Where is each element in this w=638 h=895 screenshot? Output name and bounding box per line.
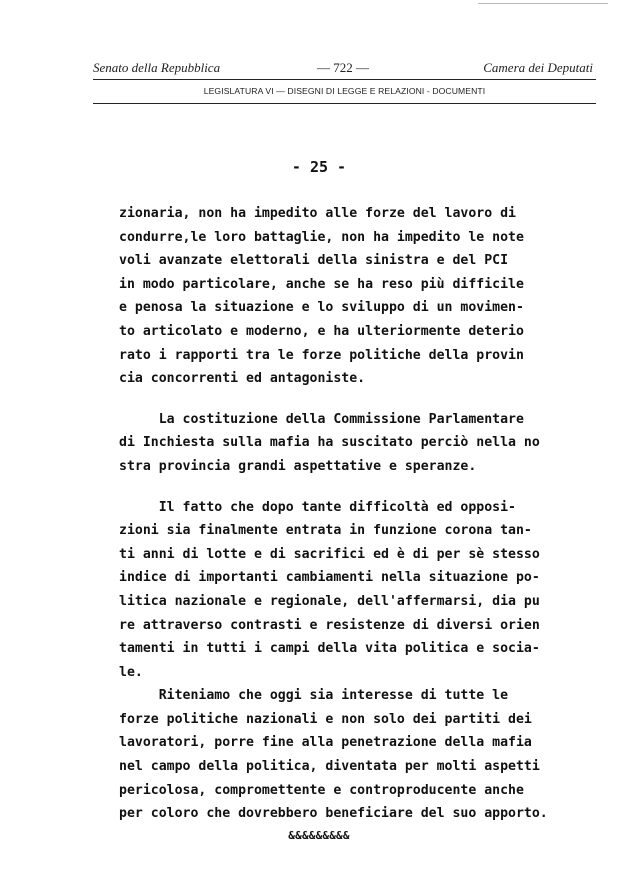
typed-page-number: - 25 - [291, 158, 347, 176]
text-line: La costituzione della Commissione Parlamentare [119, 411, 524, 427]
header-page-number: — 722 — [317, 60, 369, 75]
text-line: e penosa la situazione e lo sviluppo di un movimen- [119, 300, 524, 316]
text-line: pericolosa, compromettente e controproducente anche [119, 782, 524, 798]
end-mark: &&&&&&&&& [288, 829, 350, 842]
text-line: Riteniamo che oggi sia interesse di tutte le [119, 688, 509, 704]
text-line: nel campo della politica, diventata per molti aspetti [119, 759, 540, 775]
text-line: forze politiche nazionali e non solo dei partiti dei [119, 711, 532, 727]
text-line: ti anni di lotte e di sacrifici ed è di per sè stesso [119, 546, 540, 562]
paragraph [119, 408, 589, 479]
header-rule-top [93, 79, 596, 80]
header-chamber: Camera dei Deputati [483, 60, 593, 75]
text-line: rato i rapporti tra le forze politiche della provin [119, 347, 524, 363]
text-line: voli avanzate elettorali della sinistra e del PCI [119, 253, 509, 269]
text-line: to articolato e moderno, e ha ulteriormente deterio [119, 323, 524, 339]
text-line: cia concorrenti ed antagoniste. [119, 371, 366, 387]
text-line: lavoratori, porre fine alla penetrazione della mafia [119, 735, 532, 751]
text-line: Il fatto che dopo tante difficoltà ed opposi- [119, 499, 516, 515]
running-header [93, 60, 593, 78]
header-senate: Senato della Repubblica [93, 60, 221, 75]
header-legislature: LEGISLATURA VI — DISEGNI DI LEGGE E RELAZIONI - DOCUMENTI [203, 86, 486, 96]
header-rule-bottom [93, 103, 596, 104]
text-line: re attraverso contrasti e resistenze di diversi orien [119, 617, 540, 633]
text-line: litica nazionale e regionale, dell'affermarsi, dia pu [119, 593, 540, 609]
text-line: zionaria, non ha impedito alle forze del lavoro di [119, 206, 516, 221]
body-text [119, 202, 589, 826]
top-edge-rule [478, 3, 608, 4]
text-line: zioni sia finalmente entrata in funzione corona tan- [119, 523, 532, 539]
text-line: le. [119, 664, 143, 680]
text-line: indice di importanti cambiamenti nella situazione po- [119, 570, 540, 586]
text-line: stra provincia grandi aspettative e speranze. [119, 458, 477, 474]
text-line: in modo particolare, anche se ha reso più difficile [119, 276, 524, 292]
text-line: di Inchiesta sulla mafia ha suscitato perciò nella no [119, 435, 540, 451]
text-line: per coloro che dovrebbero beneficiare del suo apporto. [119, 806, 548, 822]
paragraph [119, 496, 589, 826]
text-line: condurre,le loro battaglie, non ha impedito le note [119, 229, 524, 245]
paragraph [119, 202, 589, 391]
text-line: tamenti in tutti i campi della vita politica e socia- [119, 641, 540, 657]
